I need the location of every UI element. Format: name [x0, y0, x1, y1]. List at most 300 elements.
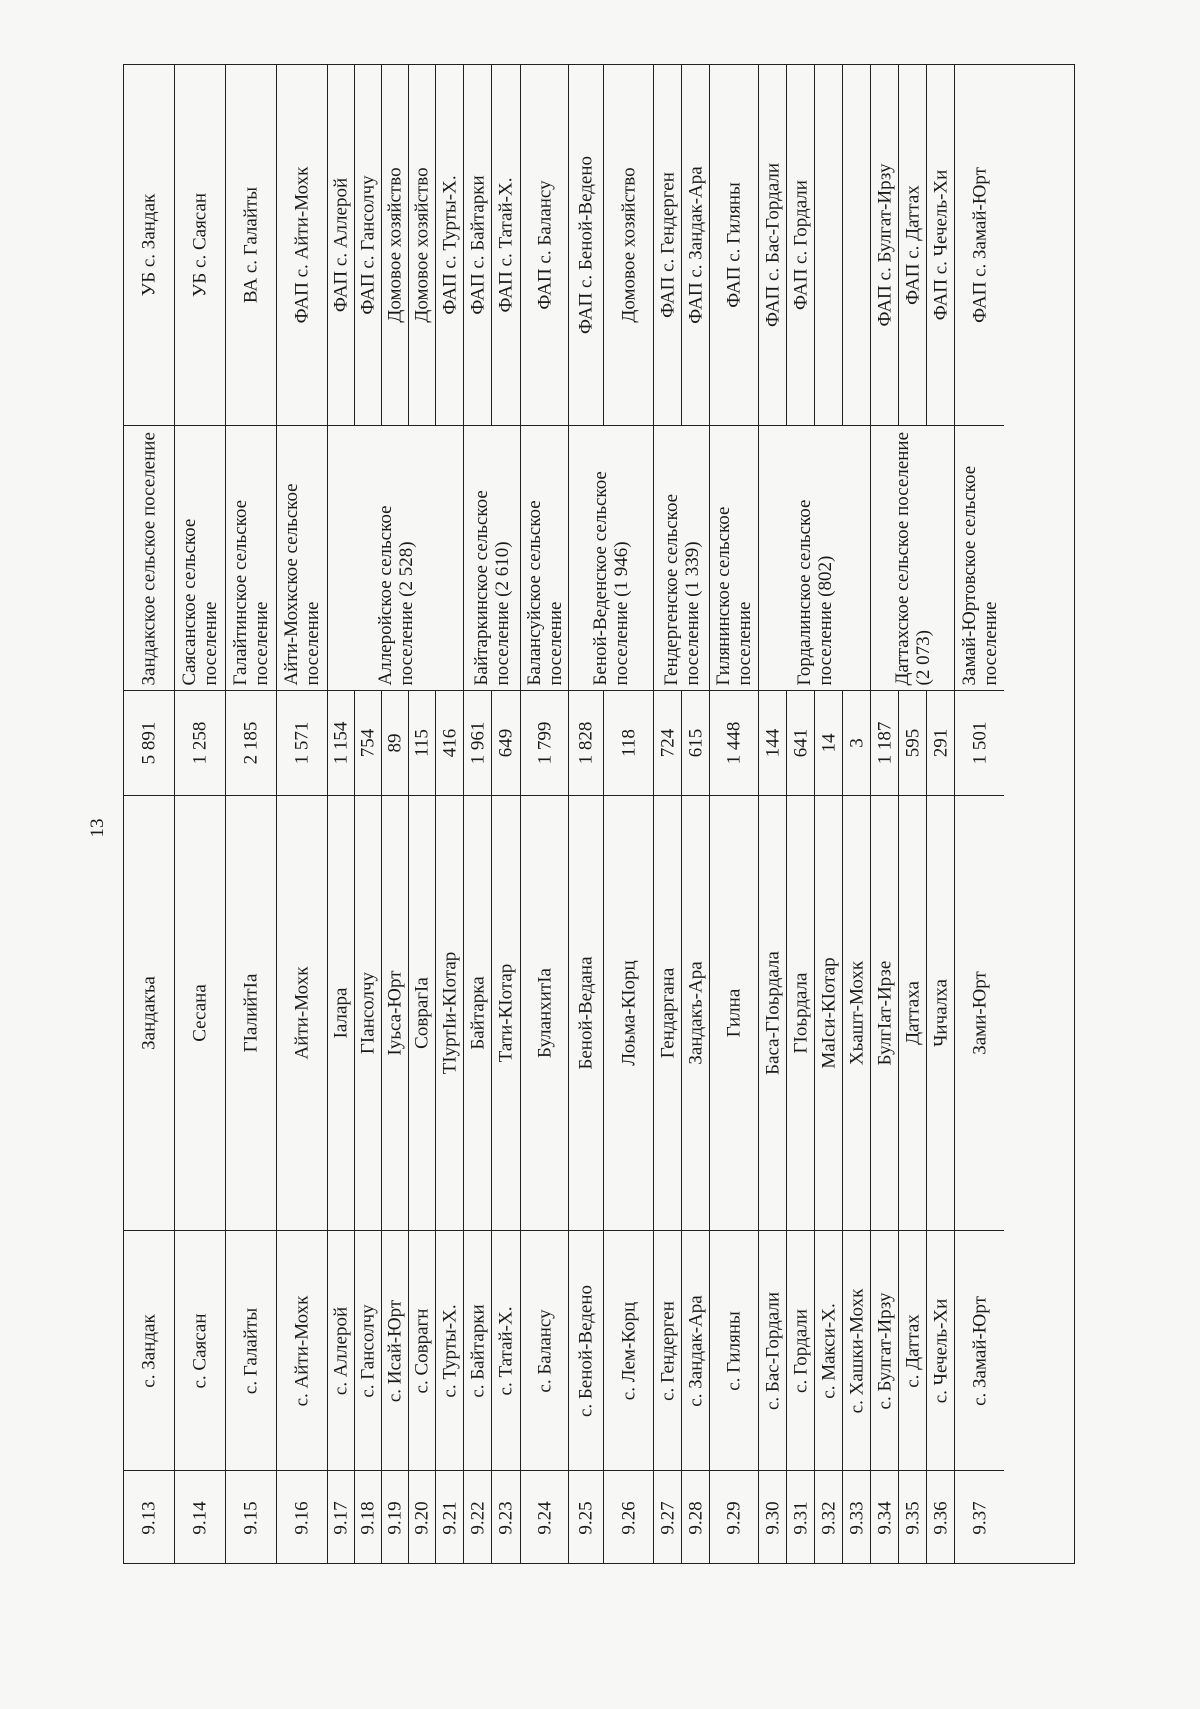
cell-med — [175, 65, 225, 425]
cell-text: Галайтинское сельское поселение — [230, 499, 272, 686]
cell-pop — [682, 690, 709, 795]
cell-text: Iуьса-Юрт — [384, 970, 406, 1056]
cell-text: 615 — [685, 728, 706, 758]
cell-text: Зандакъа — [138, 976, 160, 1050]
cell-che — [759, 795, 786, 1230]
cell-med — [409, 65, 435, 425]
cell-text: 14 — [818, 733, 839, 753]
cell-che — [521, 795, 568, 1230]
cell-text: с. Балансу — [534, 1308, 555, 1393]
cell-text: 9.32 — [818, 1501, 839, 1535]
cell-text: Баса-ГIоьрдала — [762, 951, 783, 1075]
cell-text: ФАП с. Турты-Х. — [439, 175, 460, 315]
cell-text: 1 258 — [189, 721, 211, 765]
cell-settlement — [710, 425, 758, 690]
cell-che — [787, 795, 814, 1230]
cell-settlement-merged — [568, 425, 653, 690]
cell-pop — [328, 690, 354, 795]
cell-pop — [927, 690, 954, 795]
cell-che — [682, 795, 709, 1230]
cell-text: 649 — [495, 728, 517, 758]
cell-num — [277, 1470, 327, 1564]
cell-settlement-merged — [870, 425, 954, 690]
cell-num — [569, 1470, 603, 1564]
table-row — [435, 65, 463, 1563]
cell-med — [899, 65, 926, 425]
cell-text: 118 — [618, 729, 639, 757]
cell-pop — [277, 690, 327, 795]
cell-text: Чичалха — [930, 979, 951, 1047]
cell-text: Гилна — [723, 988, 745, 1038]
cell-med — [328, 65, 354, 425]
table-row — [327, 65, 354, 1563]
cell-text: ФАП с. Зандак-Ара — [685, 166, 706, 324]
cell-text: 9.13 — [138, 1501, 160, 1535]
cell-text: Хьашт-Мохк — [846, 960, 867, 1066]
cell-ru — [604, 1230, 653, 1470]
cell-text: БуланхитIа — [534, 968, 555, 1058]
cell-text: ФАП с. Татай-Х. — [495, 177, 517, 313]
cell-text: СоврагIа — [411, 977, 433, 1049]
cell-text: Домовое хозяйство — [618, 167, 639, 323]
table-row — [276, 65, 327, 1563]
cell-text: с. Лем-Корц — [618, 1301, 639, 1400]
cell-text: 1 448 — [723, 721, 745, 765]
cell-settlement — [277, 425, 327, 690]
cell-settlement-merged — [327, 425, 463, 690]
cell-text: ФАП с. Чечель-Хи — [930, 169, 951, 321]
table-row — [408, 65, 435, 1563]
cell-text: Тати-КIотар — [495, 963, 517, 1063]
cell-text: Зандакское сельское поселение — [138, 432, 160, 686]
cell-text: 416 — [439, 728, 460, 758]
cell-ru — [759, 1230, 786, 1470]
cell-che — [710, 795, 758, 1230]
cell-text: УБ с. Зандак — [138, 193, 160, 297]
cell-med — [226, 65, 276, 425]
cell-text: с. Зандак-Ара — [685, 1294, 706, 1407]
cell-ru — [569, 1230, 603, 1470]
cell-text: 9.30 — [762, 1501, 783, 1535]
cell-ru — [927, 1230, 954, 1470]
cell-med — [492, 65, 520, 425]
cell-che — [569, 795, 603, 1230]
cell-text: Гордалинское сельское поселение (802) — [793, 499, 836, 686]
cell-med — [815, 65, 842, 425]
cell-che — [355, 795, 381, 1230]
cell-text: с. Гендерген — [657, 1300, 678, 1401]
cell-text: Саясанское сельское поселение — [179, 518, 221, 686]
cell-text: Iалара — [330, 987, 352, 1039]
cell-pop — [759, 690, 786, 795]
cell-text: 9.28 — [685, 1501, 706, 1535]
cell-che — [409, 795, 435, 1230]
cell-text: 1 961 — [467, 721, 488, 765]
cell-text: Гендергенское сельское поселение (1 339) — [660, 493, 703, 686]
cell-settlement-merged — [463, 425, 520, 690]
cell-text: 9.14 — [189, 1501, 211, 1535]
cell-text: 9.26 — [618, 1501, 639, 1535]
table-row — [870, 65, 898, 1563]
cell-text: ФАП с. Беной-Ведено — [575, 155, 597, 335]
cell-text: 3 — [846, 738, 867, 748]
cell-num — [464, 1470, 491, 1564]
cell-med — [682, 65, 709, 425]
table-row — [758, 65, 786, 1563]
cell-num — [871, 1470, 898, 1564]
cell-text: 1 571 — [291, 721, 313, 765]
settlements-table — [123, 64, 1075, 1564]
cell-settlement — [226, 425, 276, 690]
cell-text: с. Байтарки — [467, 1303, 488, 1398]
cell-med — [927, 65, 954, 425]
cell-text: 9.37 — [969, 1501, 990, 1535]
table-row — [124, 65, 174, 1563]
cell-num — [815, 1470, 842, 1564]
cell-text: Байтарка — [467, 976, 488, 1050]
table-row — [463, 65, 491, 1563]
cell-text: ФАП с. Гордали — [790, 180, 811, 310]
cell-text: с. Гордали — [790, 1308, 811, 1393]
table-row — [786, 65, 814, 1563]
cell-num — [355, 1470, 381, 1564]
cell-text: БулгIат-Ирзе — [874, 960, 895, 1066]
cell-text: Замай-Юртовское сельское поселение — [958, 465, 1001, 686]
cell-text: с. Замай-Юрт — [969, 1295, 990, 1406]
cell-num — [492, 1470, 520, 1564]
cell-text: Айти-Мохк — [291, 966, 313, 1060]
cell-num — [409, 1470, 435, 1564]
cell-text: УБ с. Саясан — [189, 192, 211, 298]
cell-text: с. Чечель-Хи — [930, 1298, 951, 1403]
cell-med — [654, 65, 681, 425]
cell-text: Байтаркинское сельское поселение (2 610) — [471, 490, 513, 686]
cell-ru — [124, 1230, 174, 1470]
cell-med — [710, 65, 758, 425]
cell-text: ФАП с. Замай-Юрт — [969, 167, 990, 323]
table-row — [709, 65, 758, 1563]
cell-num — [382, 1470, 408, 1564]
table-row — [568, 65, 603, 1563]
cell-text: 115 — [411, 729, 433, 757]
cell-che — [955, 795, 1004, 1230]
cell-text: с. Айти-Мохк — [291, 1295, 313, 1406]
cell-text: Домовое хозяйство — [411, 167, 433, 323]
cell-text: 9.23 — [495, 1501, 517, 1535]
cell-num — [787, 1470, 814, 1564]
cell-settlement — [124, 425, 174, 690]
cell-text: ФАП с. Гендерген — [657, 172, 678, 318]
cell-med — [604, 65, 653, 425]
cell-pop — [815, 690, 842, 795]
cell-text: Аллеройское сельское поселение (2 528) — [374, 505, 417, 686]
cell-text: 89 — [384, 733, 406, 753]
cell-text: 9.36 — [930, 1501, 951, 1535]
cell-num — [521, 1470, 568, 1564]
cell-ru — [464, 1230, 491, 1470]
cell-text: Зандакъ-Ара — [685, 961, 706, 1065]
cell-text: Сесана — [189, 984, 211, 1042]
cell-text: ФАП с. Бас-Гордали — [762, 162, 783, 328]
cell-ru — [521, 1230, 568, 1470]
cell-pop — [436, 690, 463, 795]
cell-text: 9.15 — [240, 1501, 262, 1535]
cell-che — [899, 795, 926, 1230]
cell-pop — [899, 690, 926, 795]
cell-pop — [464, 690, 491, 795]
table-row — [814, 65, 842, 1563]
cell-text: Гилянинское сельское поселение — [713, 506, 755, 686]
cell-num — [328, 1470, 354, 1564]
cell-text: Зами-Юрт — [969, 971, 990, 1055]
cell-text: с. Бас-Гордали — [762, 1291, 783, 1410]
cell-num — [436, 1470, 463, 1564]
cell-text: 9.24 — [534, 1501, 555, 1535]
table-row — [653, 65, 681, 1563]
cell-text: Даттаха — [902, 981, 923, 1045]
cell-ru — [409, 1230, 435, 1470]
cell-settlement-merged — [653, 425, 709, 690]
cell-text: ФАП с. Даттах — [902, 185, 923, 305]
cell-pop — [955, 690, 1004, 795]
cell-text: ФАП с. Гиляны — [723, 182, 745, 308]
cell-num — [175, 1470, 225, 1564]
cell-num — [843, 1470, 870, 1564]
cell-text: 9.25 — [575, 1501, 597, 1535]
cell-text: с. Саясан — [189, 1312, 211, 1389]
cell-med — [355, 65, 381, 425]
cell-pop — [710, 690, 758, 795]
cell-text: ФАП с. Гансолчу — [357, 175, 379, 315]
cell-text: 754 — [357, 728, 379, 758]
cell-text: 291 — [930, 728, 951, 758]
cell-che — [604, 795, 653, 1230]
cell-pop — [175, 690, 225, 795]
cell-ru — [382, 1230, 408, 1470]
cell-pop — [124, 690, 174, 795]
cell-che — [843, 795, 870, 1230]
cell-text: 9.34 — [874, 1501, 895, 1535]
cell-text: с. Даттах — [902, 1313, 923, 1388]
table-row — [354, 65, 381, 1563]
cell-che — [175, 795, 225, 1230]
cell-ru — [492, 1230, 520, 1470]
table-row — [603, 65, 653, 1563]
cell-ru — [682, 1230, 709, 1470]
cell-che — [382, 795, 408, 1230]
cell-med — [759, 65, 786, 425]
cell-text: МаIси-КIотар — [818, 957, 839, 1069]
cell-che — [226, 795, 276, 1230]
cell-che — [464, 795, 491, 1230]
cell-text: 5 891 — [138, 721, 160, 765]
cell-text: ФАП с. Айти-Мохк — [291, 166, 313, 324]
cell-text: 1 799 — [534, 721, 555, 765]
cell-ru — [843, 1230, 870, 1470]
cell-text: ТIуртIи-КIотар — [439, 951, 460, 1075]
cell-text: 595 — [902, 728, 923, 758]
cell-med — [464, 65, 491, 425]
cell-text: Лоьма-КIорц — [618, 960, 639, 1066]
table-row — [681, 65, 709, 1563]
cell-text: 1 187 — [874, 721, 895, 765]
cell-text: 144 — [762, 728, 783, 758]
cell-med — [436, 65, 463, 425]
table-row — [520, 65, 568, 1563]
cell-text: ФАП с. Балансу — [534, 180, 555, 310]
table-row — [842, 65, 870, 1563]
cell-text: 724 — [657, 728, 678, 758]
cell-ru — [710, 1230, 758, 1470]
cell-text: ФАП с. Аллерой — [330, 177, 352, 313]
cell-che — [815, 795, 842, 1230]
cell-text: Балансуйское сельское поселение — [523, 500, 566, 686]
cell-med — [787, 65, 814, 425]
cell-num — [124, 1470, 174, 1564]
cell-text: ГIалийтIа — [240, 973, 262, 1053]
cell-ru — [654, 1230, 681, 1470]
cell-text: с. Беной-Ведено — [575, 1284, 597, 1417]
cell-ru — [436, 1230, 463, 1470]
cell-text: с. Макси-Х. — [818, 1302, 839, 1399]
table-row — [898, 65, 926, 1563]
cell-text: 1 154 — [330, 721, 352, 765]
cell-text: ВА с. Галайты — [240, 186, 262, 304]
cell-pop — [382, 690, 408, 795]
cell-pop — [569, 690, 603, 795]
cell-med — [871, 65, 898, 425]
table-row — [225, 65, 276, 1563]
cell-ru — [899, 1230, 926, 1470]
cell-text: с. Хашки-Мохк — [846, 1288, 867, 1413]
cell-text: 9.20 — [411, 1501, 433, 1535]
cell-text: 2 185 — [240, 721, 262, 765]
cell-text: ГIансолчу — [357, 971, 379, 1055]
cell-num — [226, 1470, 276, 1564]
cell-text: 1 828 — [575, 721, 597, 765]
cell-pop — [355, 690, 381, 795]
cell-che — [871, 795, 898, 1230]
cell-ru — [226, 1230, 276, 1470]
cell-ru — [955, 1230, 1004, 1470]
table-row — [491, 65, 520, 1563]
cell-pop — [654, 690, 681, 795]
cell-che — [654, 795, 681, 1230]
cell-text: 9.33 — [846, 1501, 867, 1535]
cell-pop — [492, 690, 520, 795]
cell-text: с. Аллерой — [330, 1306, 352, 1395]
cell-text: 9.17 — [330, 1501, 352, 1535]
cell-med — [843, 65, 870, 425]
cell-text: 9.21 — [439, 1501, 460, 1535]
cell-ru — [815, 1230, 842, 1470]
cell-text: Даттахское сельское поселение (2 073) — [891, 431, 934, 686]
cell-text: 9.29 — [723, 1501, 745, 1535]
cell-pop — [226, 690, 276, 795]
cell-text: с. Гиляны — [723, 1310, 745, 1391]
cell-text: с. Соврагн — [411, 1308, 433, 1393]
cell-text: 9.18 — [357, 1501, 379, 1535]
cell-text: 9.22 — [467, 1501, 488, 1535]
cell-num — [927, 1470, 954, 1564]
cell-ru — [355, 1230, 381, 1470]
cell-che — [277, 795, 327, 1230]
cell-che — [492, 795, 520, 1230]
cell-che — [436, 795, 463, 1230]
cell-text: 9.27 — [657, 1501, 678, 1535]
cell-text: с. Булгат-Ирзу — [874, 1292, 895, 1409]
cell-num — [955, 1470, 1004, 1564]
cell-text: ФАП с. Байтарки — [467, 175, 488, 315]
cell-num — [682, 1470, 709, 1564]
cell-pop — [871, 690, 898, 795]
table-row — [174, 65, 225, 1563]
cell-text: с. Исай-Юрт — [384, 1299, 406, 1402]
cell-text: с. Татай-Х. — [495, 1306, 517, 1395]
cell-text: Беной-Веденское сельское поселение (1 946) — [590, 471, 632, 686]
cell-text: Айти-Мохкское сельское поселение — [281, 483, 323, 686]
cell-num — [759, 1470, 786, 1564]
cell-text: ГIоьрдала — [790, 972, 811, 1054]
cell-che — [124, 795, 174, 1230]
cell-settlement — [175, 425, 225, 690]
table-row — [954, 65, 1004, 1563]
cell-num — [710, 1470, 758, 1564]
table-row — [926, 65, 954, 1563]
cell-text: ФАП с. Булгат-Ирзу — [874, 163, 895, 327]
cell-che — [328, 795, 354, 1230]
cell-med — [382, 65, 408, 425]
cell-pop — [843, 690, 870, 795]
cell-text: 9.19 — [384, 1501, 406, 1535]
cell-ru — [277, 1230, 327, 1470]
cell-ru — [871, 1230, 898, 1470]
cell-med — [124, 65, 174, 425]
cell-pop — [604, 690, 653, 795]
cell-num — [654, 1470, 681, 1564]
cell-pop — [521, 690, 568, 795]
cell-text: 9.16 — [291, 1501, 313, 1535]
cell-ru — [787, 1230, 814, 1470]
cell-text: с. Гансолчу — [357, 1303, 379, 1398]
cell-pop — [409, 690, 435, 795]
cell-med — [569, 65, 603, 425]
cell-text: Беной-Ведана — [575, 956, 597, 1070]
cell-pop — [787, 690, 814, 795]
cell-text: 9.35 — [902, 1501, 923, 1535]
cell-text: с. Зандак — [138, 1313, 160, 1388]
cell-text: Домовое хозяйство — [384, 167, 406, 323]
cell-settlement — [521, 425, 568, 690]
cell-settlement — [955, 425, 1004, 690]
cell-med — [277, 65, 327, 425]
cell-num — [899, 1470, 926, 1564]
table-row — [381, 65, 408, 1563]
cell-med — [955, 65, 1004, 425]
cell-text: 9.31 — [790, 1501, 811, 1535]
cell-ru — [175, 1230, 225, 1470]
cell-text: 641 — [790, 728, 811, 758]
page-number: 13 — [87, 818, 108, 838]
cell-text: с. Турты-Х. — [439, 1303, 460, 1398]
cell-text: 1 501 — [969, 721, 990, 765]
cell-settlement-merged — [758, 425, 870, 690]
cell-med — [521, 65, 568, 425]
cell-text: с. Галайты — [240, 1307, 262, 1394]
cell-num — [604, 1470, 653, 1564]
cell-text: Гендаргана — [657, 967, 678, 1059]
cell-che — [927, 795, 954, 1230]
